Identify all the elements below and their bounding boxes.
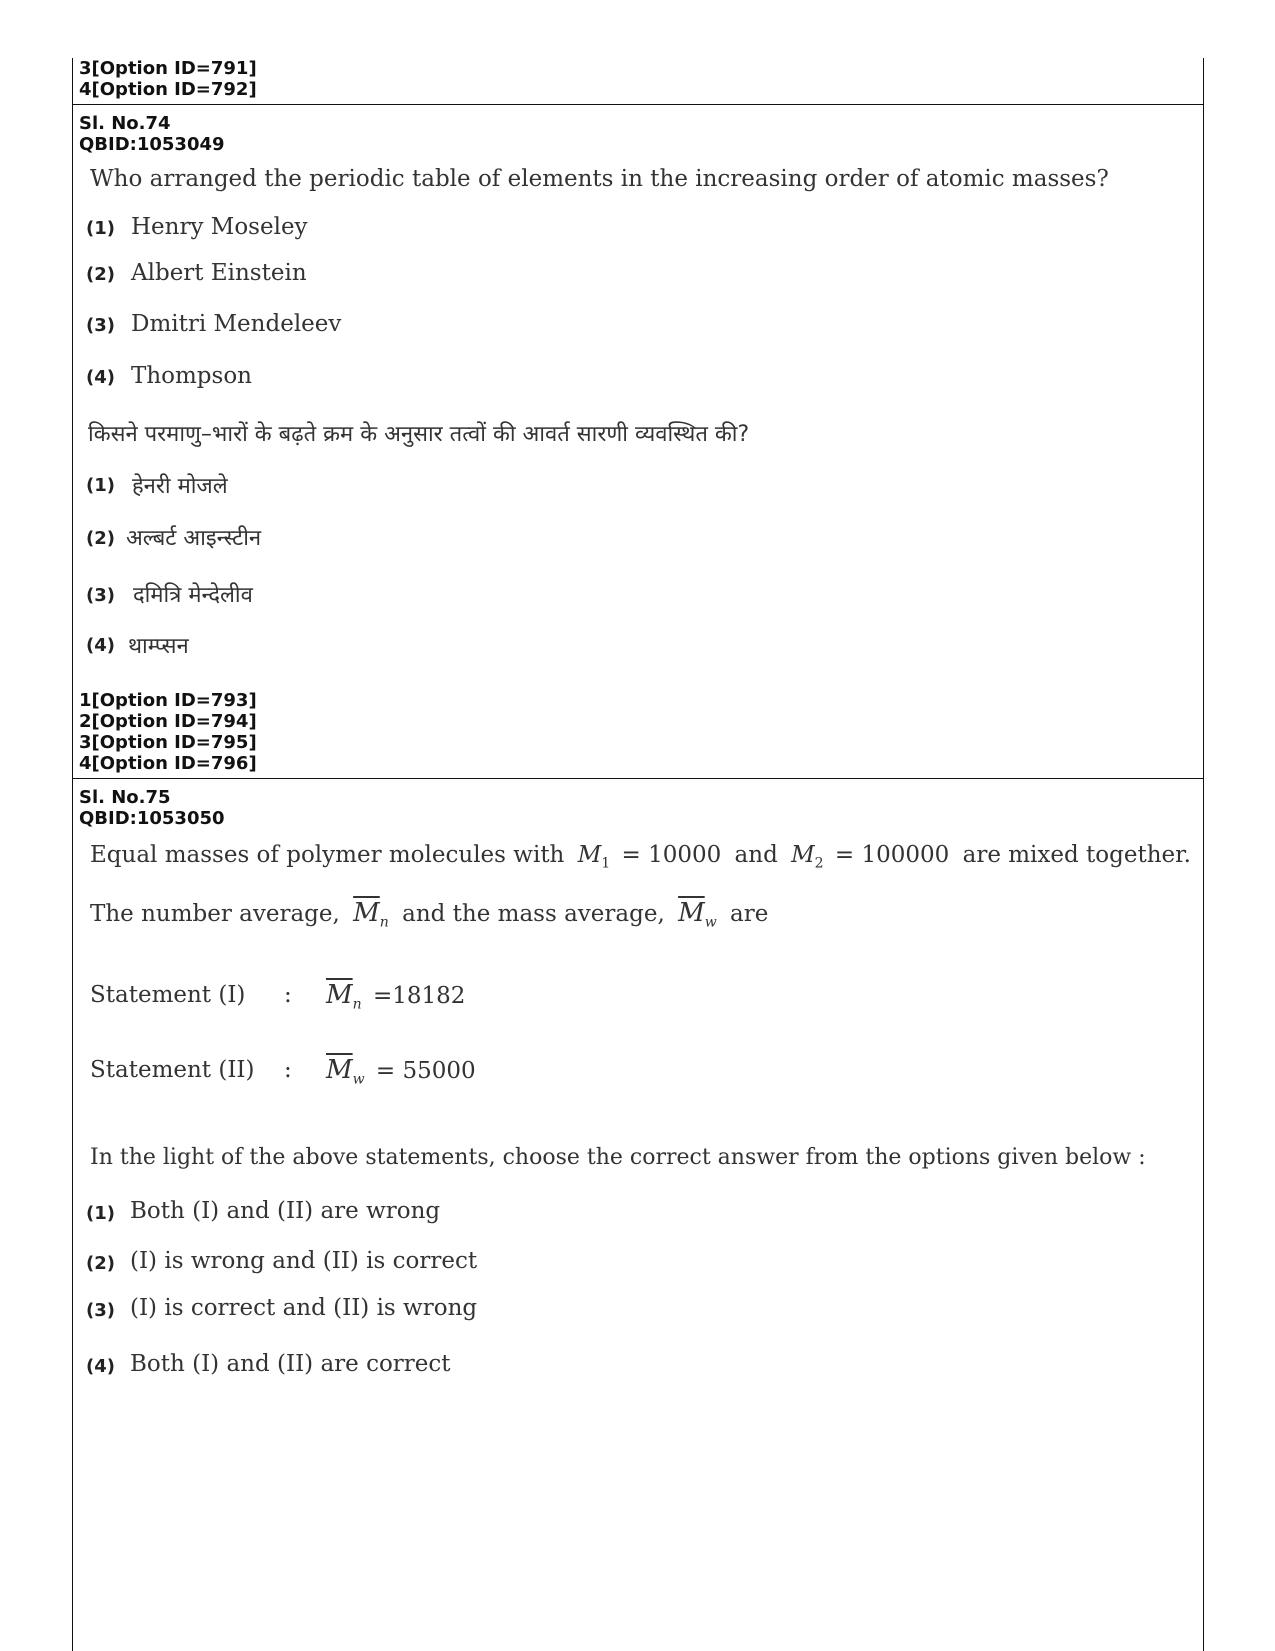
text: The number average, <box>90 901 340 927</box>
option-id-line: 4[Option ID=792] <box>79 79 257 100</box>
symbol-m1: M <box>577 842 602 868</box>
option-text: थाम्प्सन <box>128 634 189 659</box>
option-id-line: 1[Option ID=793] <box>79 690 257 711</box>
option-number: (1) <box>86 1203 115 1224</box>
value: = 100000 <box>834 842 950 868</box>
symbol-mw: $\overline{M}$ <box>678 898 705 928</box>
option-number: (2) <box>86 264 115 285</box>
subscript: w <box>704 914 717 931</box>
option-text: दमित्रि मेन्देलीव <box>133 583 253 608</box>
statement-1-value <box>326 980 465 1013</box>
option-id-line: 2[Option ID=794] <box>79 711 257 732</box>
symbol-mw: $\overline{M}$ <box>326 1055 353 1085</box>
option-id-line: 3[Option ID=795] <box>79 732 257 753</box>
text: are <box>730 901 769 927</box>
option-text: Both (I) and (II) are wrong <box>130 1198 441 1224</box>
statement-2-colon: : <box>284 1057 292 1083</box>
statement-1-label: Statement (I) <box>90 982 246 1008</box>
option-text: (I) is wrong and (II) is correct <box>130 1248 478 1274</box>
option-number: (3) <box>86 1300 115 1321</box>
symbol-mn: $\overline{M}$ <box>326 980 353 1010</box>
divider-middle <box>72 778 1203 779</box>
option-id-line: 4[Option ID=796] <box>79 753 257 774</box>
option-number: (3) <box>86 315 115 336</box>
option-text: Dmitri Mendeleev <box>131 311 342 337</box>
option-number: (4) <box>86 367 115 388</box>
option-text: Henry Moseley <box>131 214 308 240</box>
serial-number: Sl. No.75 <box>79 787 171 808</box>
serial-number: Sl. No.74 <box>79 113 171 134</box>
question-line-2 <box>90 898 768 931</box>
option-text: Albert Einstein <box>131 260 307 286</box>
value: = 55000 <box>375 1058 476 1084</box>
symbol-mn: $\overline{M}$ <box>353 898 380 928</box>
question-text-hi: किसने परमाणु–भारों के बढ़ते क्रम के अनुसार तत्वों की आवर्त सारणी व्यवस्थित की? <box>88 422 750 447</box>
option-number: (1) <box>86 218 115 239</box>
option-number: (4) <box>86 635 115 656</box>
option-number: (1) <box>86 475 115 496</box>
subscript: n <box>379 914 389 931</box>
option-text: Thompson <box>131 363 252 389</box>
option-number: (2) <box>86 1253 115 1274</box>
text: are mixed together. <box>962 842 1191 868</box>
statement-2-value <box>326 1055 476 1088</box>
text: and <box>734 842 778 868</box>
option-number: (4) <box>86 1356 115 1377</box>
qbid: QBID:1053050 <box>79 808 225 829</box>
subscript: w <box>352 1071 365 1088</box>
subscript: 1 <box>601 855 611 872</box>
option-text: (I) is correct and (II) is wrong <box>130 1295 478 1321</box>
subscript: 2 <box>814 855 824 872</box>
statement-1-colon: : <box>284 982 292 1008</box>
text: and the mass average, <box>402 901 665 927</box>
value: =18182 <box>372 983 466 1009</box>
option-id-line: 3[Option ID=791] <box>79 58 257 79</box>
option-text: Both (I) and (II) are correct <box>130 1351 451 1377</box>
option-number: (3) <box>86 585 115 606</box>
option-number: (2) <box>86 528 115 549</box>
qbid: QBID:1053049 <box>79 134 225 155</box>
option-text: अल्बर्ट आइन्स्टीन <box>126 526 262 551</box>
statement-2-label: Statement (II) <box>90 1057 255 1083</box>
instruction-text: In the light of the above statements, choose the correct answer from the options given below : <box>90 1145 1146 1170</box>
question-line-1 <box>90 842 1191 872</box>
text: Equal masses of polymer molecules with <box>90 842 565 868</box>
symbol-m2: M <box>791 842 815 868</box>
subscript: n <box>352 996 362 1013</box>
divider-top <box>72 104 1203 105</box>
value: = 10000 <box>621 842 722 868</box>
question-text-en: Who arranged the periodic table of elements in the increasing order of atomic masses? <box>90 166 1109 192</box>
option-text: हेनरी मोजले <box>132 474 228 499</box>
